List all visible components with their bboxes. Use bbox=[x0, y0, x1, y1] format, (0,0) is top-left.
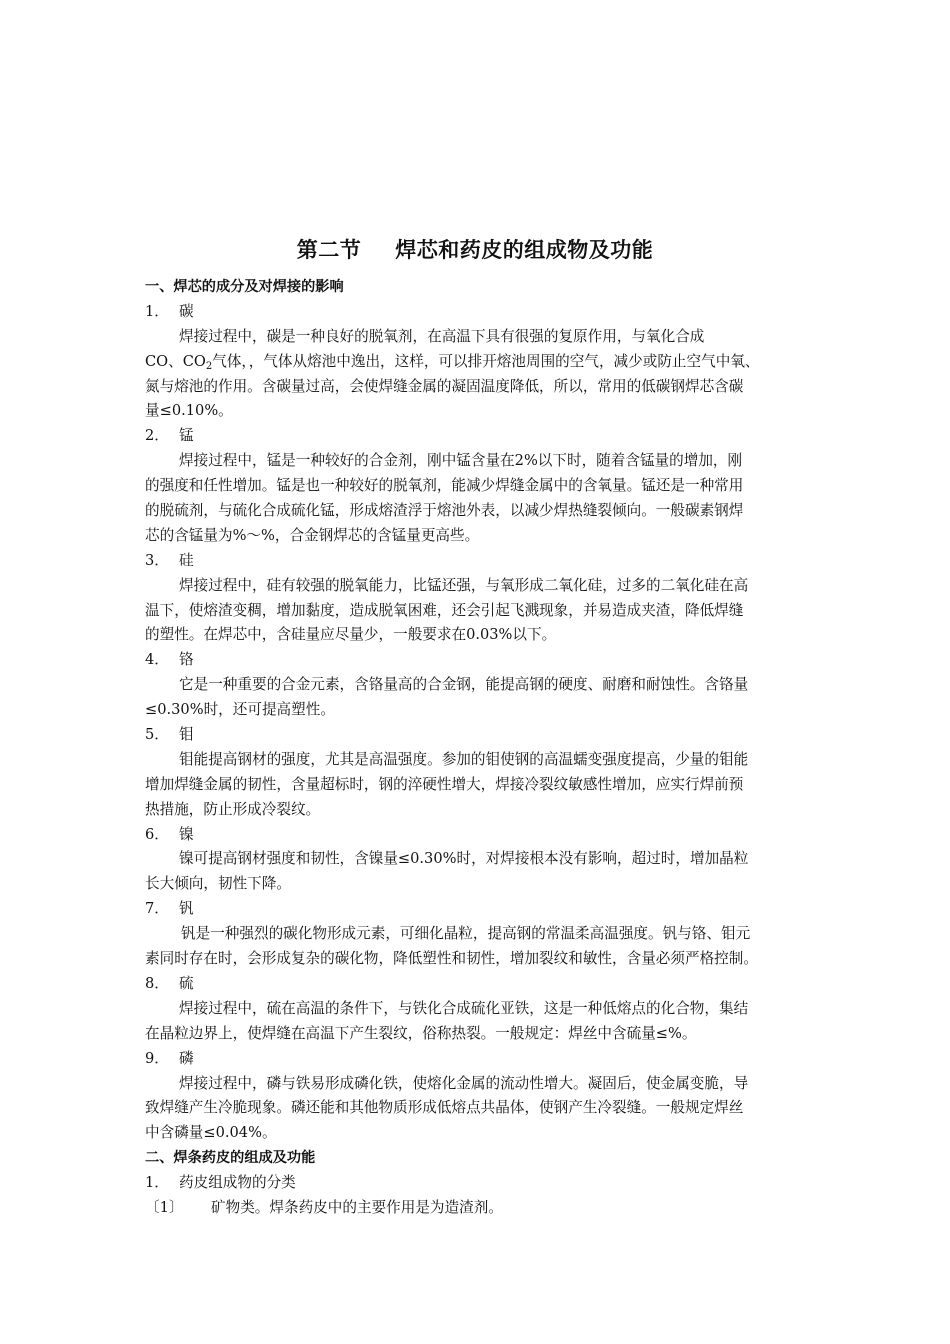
document-body bbox=[145, 275, 810, 1221]
list-item-heading: 1． 碳 bbox=[145, 302, 194, 320]
paragraph-line: 致焊缝产生冷脆现象。磷还能和其他物质形成低熔点共晶体，使钢产生冷裂缝。一般规定焊丝 bbox=[145, 1099, 744, 1117]
paragraph-line: 焊接过程中，碳是一种良好的脱氧剂，在高温下具有很强的复原作用，与氧化合成 bbox=[179, 327, 705, 345]
paragraph-line: ≤0.30%时，还可提高塑性。 bbox=[145, 701, 335, 719]
chemical-formula: CO、CO bbox=[145, 352, 206, 370]
section-heading: 一、焊芯的成分及对焊接的影响 bbox=[145, 279, 344, 295]
sub-list-item: 〔1〕 矿物类。焊条药皮中的主要作用是为造渣剂。 bbox=[145, 1196, 810, 1221]
list-item-heading: 7． 钒 bbox=[145, 900, 194, 918]
paragraph-line: 氮与熔池的作用。含碳量过高，会使焊缝金属的凝固温度降低，所以，常用的低碳钢焊芯含碳 bbox=[145, 377, 744, 395]
paragraph-line: CO、$CO_2$气体，，气体从熔池中逸出，这样，可以排开熔池周围的空气，减少或防止空气中氧、 bbox=[145, 352, 760, 372]
paragraph-line: 长大倾向，韧性下降。 bbox=[145, 875, 291, 893]
paragraph-line: 增加焊缝金属的韧性，含量超标时，钢的淬硬性增大，焊接冷裂纹敏感性增加，应实行焊前预 bbox=[145, 775, 744, 793]
list-item-heading: 4． 铬 bbox=[145, 651, 194, 669]
paragraph-line: 热措施，防止形成冷裂纹。 bbox=[145, 800, 321, 818]
paragraph-line: 焊接过程中，磷与铁易形成磷化铁，使熔化金属的流动性增大。凝固后，使金属变脆，导 bbox=[179, 1074, 749, 1092]
list-item-heading: 3． 硅 bbox=[145, 551, 194, 569]
sub-item-number: 〔1〕 bbox=[145, 1198, 184, 1216]
paragraph-line: 钒是一种强烈的碳化物形成元素，可细化晶粒，提高钢的常温柔高温强度。钒与铬、钼元 bbox=[181, 925, 751, 943]
paragraph-line: 焊接过程中，硫在高温的条件下，与铁化合成硫化亚铁，这是一种低熔点的化合物，集结 bbox=[179, 999, 749, 1017]
paragraph-line: 量≤0.10%。 bbox=[145, 402, 233, 420]
list-item-heading: 6． 镍 bbox=[145, 825, 194, 843]
paragraph-line: 焊接过程中，硅有较强的脱氧能力，比锰还强，与氧形成二氧化硅，过多的二氧化硅在高 bbox=[179, 576, 749, 594]
list-item-heading: 2． 锰 bbox=[145, 427, 194, 445]
section-heading: 二、焊条药皮的组成及功能 bbox=[145, 1150, 316, 1167]
paragraph-line: 在晶粒边界上，使焊缝在高温下产生裂纹，俗称热裂。一般规定：焊丝中含硫量≤%。 bbox=[145, 1024, 697, 1042]
paragraph-line: 的强度和任性增加。锰是也一种较好的脱氧剂，能减少焊缝金属中的含氧量。锰还是一种常用 bbox=[145, 477, 744, 495]
paragraph-line: 钼能提高钢材的强度，尤其是高温强度。参加的钼使钢的高温蠕变强度提高，少量的钼能 bbox=[179, 750, 749, 768]
paragraph-line: 焊接过程中，锰是一种较好的合金剂，刚中锰含量在2%以下时，随着含锰量的增加，刚 bbox=[179, 452, 743, 470]
paragraph-line: 素同时存在时，会形成复杂的碳化物，降低塑性和韧性，增加裂纹和敏性，含量必须严格控制。 bbox=[145, 950, 758, 968]
list-item-heading: 1． 药皮组成物的分类 bbox=[145, 1174, 296, 1192]
section-number: 第二节 bbox=[296, 238, 362, 262]
chemical-subscript: 2 bbox=[205, 360, 213, 372]
paragraph-line: 芯的含锰量为%～%，合金钢焊芯的含锰量更高些。 bbox=[145, 526, 480, 544]
paragraph-line: 中含磷量≤0.04%。 bbox=[145, 1124, 277, 1142]
paragraph-line: 镍可提高钢材强度和韧性，含镍量≤0.30%时，对焊接根本没有影响，超过时，增加晶粒 bbox=[179, 850, 749, 868]
paragraph-line: 的塑性。在焊芯中，含硅量应尽量少，一般要求在0.03%以下。 bbox=[145, 626, 557, 644]
section-title: 焊芯和药皮的组成物及功能 bbox=[395, 238, 654, 262]
page-title bbox=[0, 234, 950, 266]
list-item-heading: 9． 磷 bbox=[145, 1049, 194, 1067]
paragraph-line: 温下，使熔渣变稠，增加黏度，造成脱氧困难，还会引起飞溅现象，并易造成夹渣，降低焊缝 bbox=[145, 601, 744, 619]
paragraph-line: 它是一种重要的合金元素，含铬量高的合金钢，能提高钢的硬度、耐磨和耐蚀性。含铬量 bbox=[179, 676, 749, 694]
list-item-heading: 5． 钼 bbox=[145, 726, 194, 744]
list-item-heading: 8． 硫 bbox=[145, 974, 194, 992]
paragraph-line: 的脱硫剂，与硫化合成硫化锰，形成熔渣浮于熔池外表，以减少焊热缝裂倾向。一般碳素钢焊 bbox=[145, 502, 744, 520]
